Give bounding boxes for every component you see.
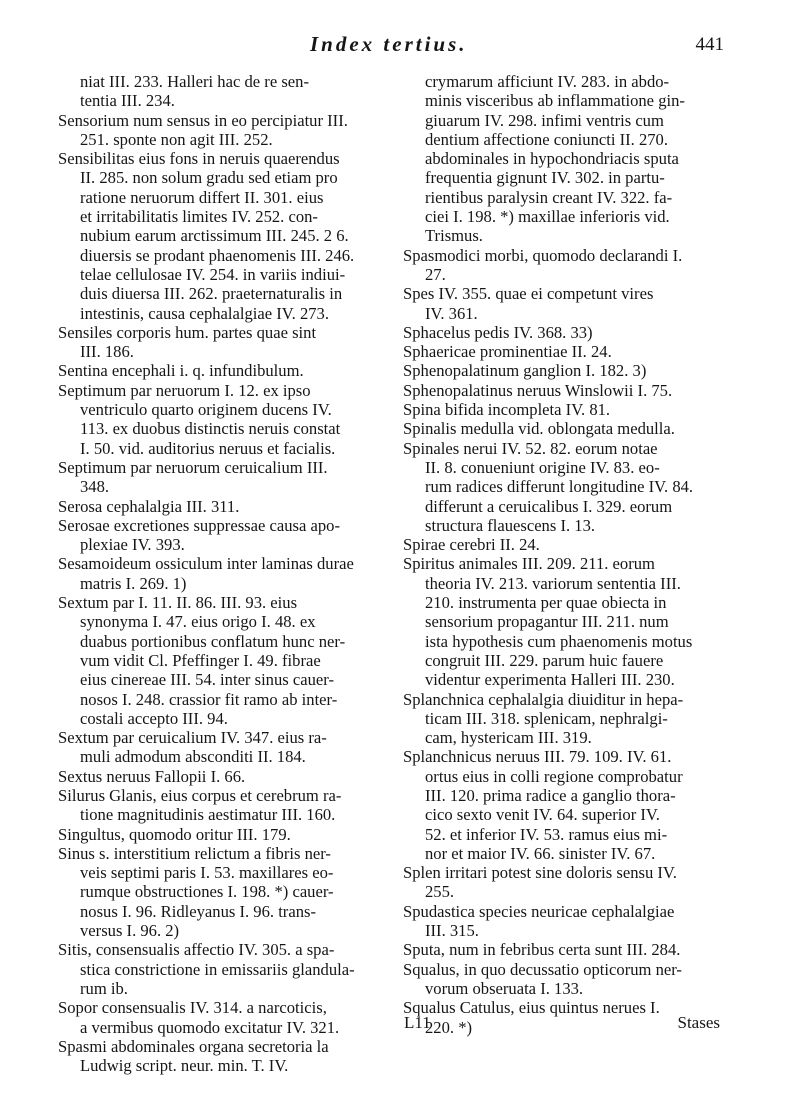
- catchword: Stases: [677, 1013, 720, 1032]
- index-continuation-line: congruit III. 229. parum huic fauere: [425, 650, 664, 670]
- index-entry-line: Squalus Catulus, eius quintus nerues I.: [403, 998, 660, 1018]
- index-continuation-line: diuersis se prodant phaenomenis III. 246.: [80, 245, 355, 265]
- index-continuation-line: eius cinereae III. 54. inter sinus cauer-: [80, 670, 334, 690]
- index-entry-line: Sextum par ceruicalium IV. 347. eius ra-: [58, 728, 327, 748]
- left-index-column: [58, 72, 392, 1075]
- index-continuation-line: 220. *): [425, 1017, 473, 1037]
- index-continuation-line: videntur experimenta Halleri III. 230.: [425, 670, 675, 690]
- index-continuation-line: Ludwig script. neur. min. T. IV.: [80, 1056, 289, 1076]
- index-continuation-line: ciei I. 198. *) maxillae inferioris vid.: [425, 207, 670, 227]
- index-continuation-line: ista hypothesis cum phaenomenis motus: [425, 631, 693, 651]
- index-continuation-line: 210. instrumenta per quae obiecta in: [425, 593, 667, 613]
- index-continuation-line: 113. ex duobus distinctis neruis constat: [80, 419, 341, 439]
- page-number: 441: [695, 34, 724, 55]
- index-continuation-line: III. 315.: [425, 921, 479, 941]
- index-continuation-line: IV. 361.: [425, 303, 478, 323]
- index-continuation-line: dentium affectione coniuncti II. 270.: [425, 129, 668, 149]
- index-continuation-line: giuarum IV. 298. infimi ventris cum: [425, 110, 664, 130]
- index-continuation-line: Trismus.: [425, 226, 483, 246]
- index-continuation-line: abdominales in hypochondriacis sputa: [425, 149, 679, 169]
- index-entry-line: Septimum par neruorum I. 12. ex ipso: [58, 380, 311, 400]
- index-entry-line: Sinus s. interstitium relictum a fibris ner-: [58, 843, 331, 863]
- index-continuation-line: ortus eius in colli regione comprobatur: [425, 766, 683, 786]
- index-continuation-line: III. 120. prima radice a ganglio thora-: [425, 785, 676, 805]
- index-continuation-line: frequentia gignunt IV. 302. in partu-: [425, 168, 665, 188]
- index-entry-line: Spiritus animales III. 209. 211. eorum: [403, 554, 655, 574]
- index-entry-line: Sensorium num sensus in eo percipiatur III.: [58, 110, 348, 130]
- index-continuation-line: telae cellulosae IV. 254. in variis indiui-: [80, 264, 346, 284]
- index-continuation-line: theoria IV. 213. variorum sententia III.: [425, 573, 681, 593]
- index-continuation-line: nor et maior IV. 66. sinister IV. 67.: [425, 843, 656, 863]
- index-entry-line: Splanchnica cephalalgia diuiditur in hepa-: [403, 689, 684, 709]
- index-entry-line: Spinalis medulla vid. oblongata medulla.: [403, 419, 675, 439]
- index-entry-line: Spirae cerebri II. 24.: [403, 535, 540, 555]
- index-continuation-line: structura flauescens I. 13.: [425, 515, 596, 535]
- index-entry-line: Sphenopalatinus neruus Winslowii I. 75.: [403, 380, 673, 400]
- index-continuation-line: I. 50. vid. auditorius neruus et facialis.: [80, 438, 336, 458]
- index-entry-line: Singultus, quomodo oritur III. 179.: [58, 824, 291, 844]
- index-entry-line: Splanchnicus neruus III. 79. 109. IV. 61.: [403, 747, 672, 767]
- index-entry-line: Sesamoideum ossiculum inter laminas durae: [58, 554, 354, 574]
- index-entry-line: Serosae excretiones suppressae causa apo-: [58, 515, 340, 535]
- index-continuation-line: veis septimi paris I. 53. maxillares eo-: [80, 863, 334, 883]
- index-continuation-line: muli admodum absconditi II. 184.: [80, 747, 306, 767]
- index-entry-line: Sensiles corporis hum. partes quae sint: [58, 322, 317, 342]
- running-title: Index tertius.: [310, 32, 468, 56]
- index-continuation-line: ticam III. 318. splenicam, nephralgi-: [425, 708, 668, 728]
- index-continuation-line: nubium earum arctissimum III. 245. 2 6.: [80, 226, 349, 246]
- index-continuation-line: tentia III. 234.: [80, 91, 175, 111]
- index-continuation-line: intestinis, causa cephalalgiae IV. 273.: [80, 303, 329, 323]
- right-index-column: [403, 72, 727, 1037]
- page-footer: [0, 1013, 800, 1039]
- index-entry-line: Sphacelus pedis IV. 368. 33): [403, 322, 593, 342]
- index-continuation-line: rientibus paralysin creant IV. 322. fa-: [425, 187, 673, 207]
- index-continuation-line: rum radices differunt longitudine IV. 84.: [425, 477, 694, 497]
- index-continuation-line: matris I. 269. 1): [80, 573, 187, 593]
- index-continuation-line: cico sexto venit IV. 64. superior IV.: [425, 805, 660, 825]
- index-continuation-line: duabus portionibus conflatum hunc ner-: [80, 631, 346, 651]
- index-entry-line: Sextum par I. 11. II. 86. III. 93. eius: [58, 593, 298, 613]
- index-entry-line: Spes IV. 355. quae ei competunt vires: [403, 284, 654, 304]
- index-continuation-line: nosus I. 96. Ridleyanus I. 96. trans-: [80, 901, 316, 921]
- index-continuation-line: III. 186.: [80, 342, 134, 362]
- index-entry-line: Splen irritari potest sine doloris sensu IV.: [403, 863, 677, 883]
- index-continuation-line: sensorium propagantur III. 211. num: [425, 612, 669, 632]
- index-entry-line: Sentina encephali i. q. infundibulum.: [58, 361, 304, 381]
- index-continuation-line: vum vidit Cl. Pfeffinger I. 49. fibrae: [80, 650, 321, 670]
- index-continuation-line: differunt a ceruicalibus I. 329. eorum: [425, 496, 673, 516]
- index-continuation-line: 255.: [425, 882, 455, 902]
- index-continuation-line: duis diuersa III. 262. praeternaturalis in: [80, 284, 343, 304]
- index-entry-line: Squalus, in quo decussatio opticorum ner-: [403, 959, 682, 979]
- index-entry-line: Sphaericae prominentiae II. 24.: [403, 342, 612, 362]
- index-entry-line: Sitis, consensualis affectio IV. 305. a spa-: [58, 940, 335, 960]
- index-continuation-line: cam, hystericam III. 319.: [425, 728, 592, 748]
- index-continuation-line: crymarum afficiunt IV. 283. in abdo-: [425, 72, 670, 91]
- index-entry-line: Sensibilitas eius fons in neruis quaerendus: [58, 149, 340, 169]
- index-continuation-line: plexiae IV. 393.: [80, 535, 185, 555]
- index-continuation-line: nosos I. 248. crassior fit ramo ab inter-: [80, 689, 338, 709]
- index-continuation-line: stica constrictione in emissariis glandula-: [80, 959, 355, 979]
- index-entry-line: Spudastica species neuricae cephalalgiae: [403, 901, 675, 921]
- index-continuation-line: synonyma I. 47. eius origo I. 48. ex: [80, 612, 316, 632]
- index-continuation-line: II. 285. non solum gradu sed etiam pro: [80, 168, 338, 188]
- index-continuation-line: versus I. 96. 2): [80, 921, 180, 941]
- index-continuation-line: rum ib.: [80, 978, 128, 998]
- index-continuation-line: 27.: [425, 264, 446, 284]
- index-continuation-line: 251. sponte non agit III. 252.: [80, 129, 273, 149]
- index-continuation-line: rumque obstructiones I. 198. *) cauer-: [80, 882, 334, 902]
- printer-signature: L11: [404, 1013, 431, 1032]
- index-continuation-line: et irritabilitatis limites IV. 252. con-: [80, 207, 318, 227]
- index-entry-line: Spasmi abdominales organa secretoria la: [58, 1036, 329, 1056]
- index-continuation-line: niat III. 233. Halleri hac de re sen-: [80, 72, 309, 91]
- index-continuation-line: ventriculo quarto originem ducens IV.: [80, 400, 332, 420]
- page-header: [0, 30, 800, 66]
- index-entry-line: Sextus neruus Fallopii I. 66.: [58, 766, 246, 786]
- index-entry-line: Sputa, num in febribus certa sunt III. 284.: [403, 940, 681, 960]
- index-continuation-line: 52. et inferior IV. 53. ramus eius mi-: [425, 824, 668, 844]
- index-continuation-line: vorum obseruata I. 133.: [425, 978, 584, 998]
- index-continuation-line: II. 8. conueniunt origine IV. 83. eo-: [425, 457, 660, 477]
- index-entry-line: Spina bifida incompleta IV. 81.: [403, 400, 611, 420]
- index-entry-line: Sphenopalatinum ganglion I. 182. 3): [403, 361, 647, 381]
- index-entry-line: Silurus Glanis, eius corpus et cerebrum ra-: [58, 785, 342, 805]
- index-continuation-line: a vermibus quomodo excitatur IV. 321.: [80, 1017, 340, 1037]
- index-continuation-line: tione magnitudinis aestimatur III. 160.: [80, 805, 336, 825]
- index-continuation-line: costali accepto III. 94.: [80, 708, 228, 728]
- index-entry-line: Sopor consensualis IV. 314. a narcoticis,: [58, 998, 327, 1018]
- index-continuation-line: minis visceribus ab inflammatione gin-: [425, 91, 685, 111]
- index-continuation-line: ratione neruorum differt II. 301. eius: [80, 187, 324, 207]
- index-entry-line: Serosa cephalalgia III. 311.: [58, 496, 240, 516]
- index-entry-line: Septimum par neruorum ceruicalium III.: [58, 457, 328, 477]
- index-entry-line: Spinales nerui IV. 52. 82. eorum notae: [403, 438, 658, 458]
- index-entry-line: Spasmodici morbi, quomodo declarandi I.: [403, 245, 683, 265]
- index-continuation-line: 348.: [80, 477, 110, 497]
